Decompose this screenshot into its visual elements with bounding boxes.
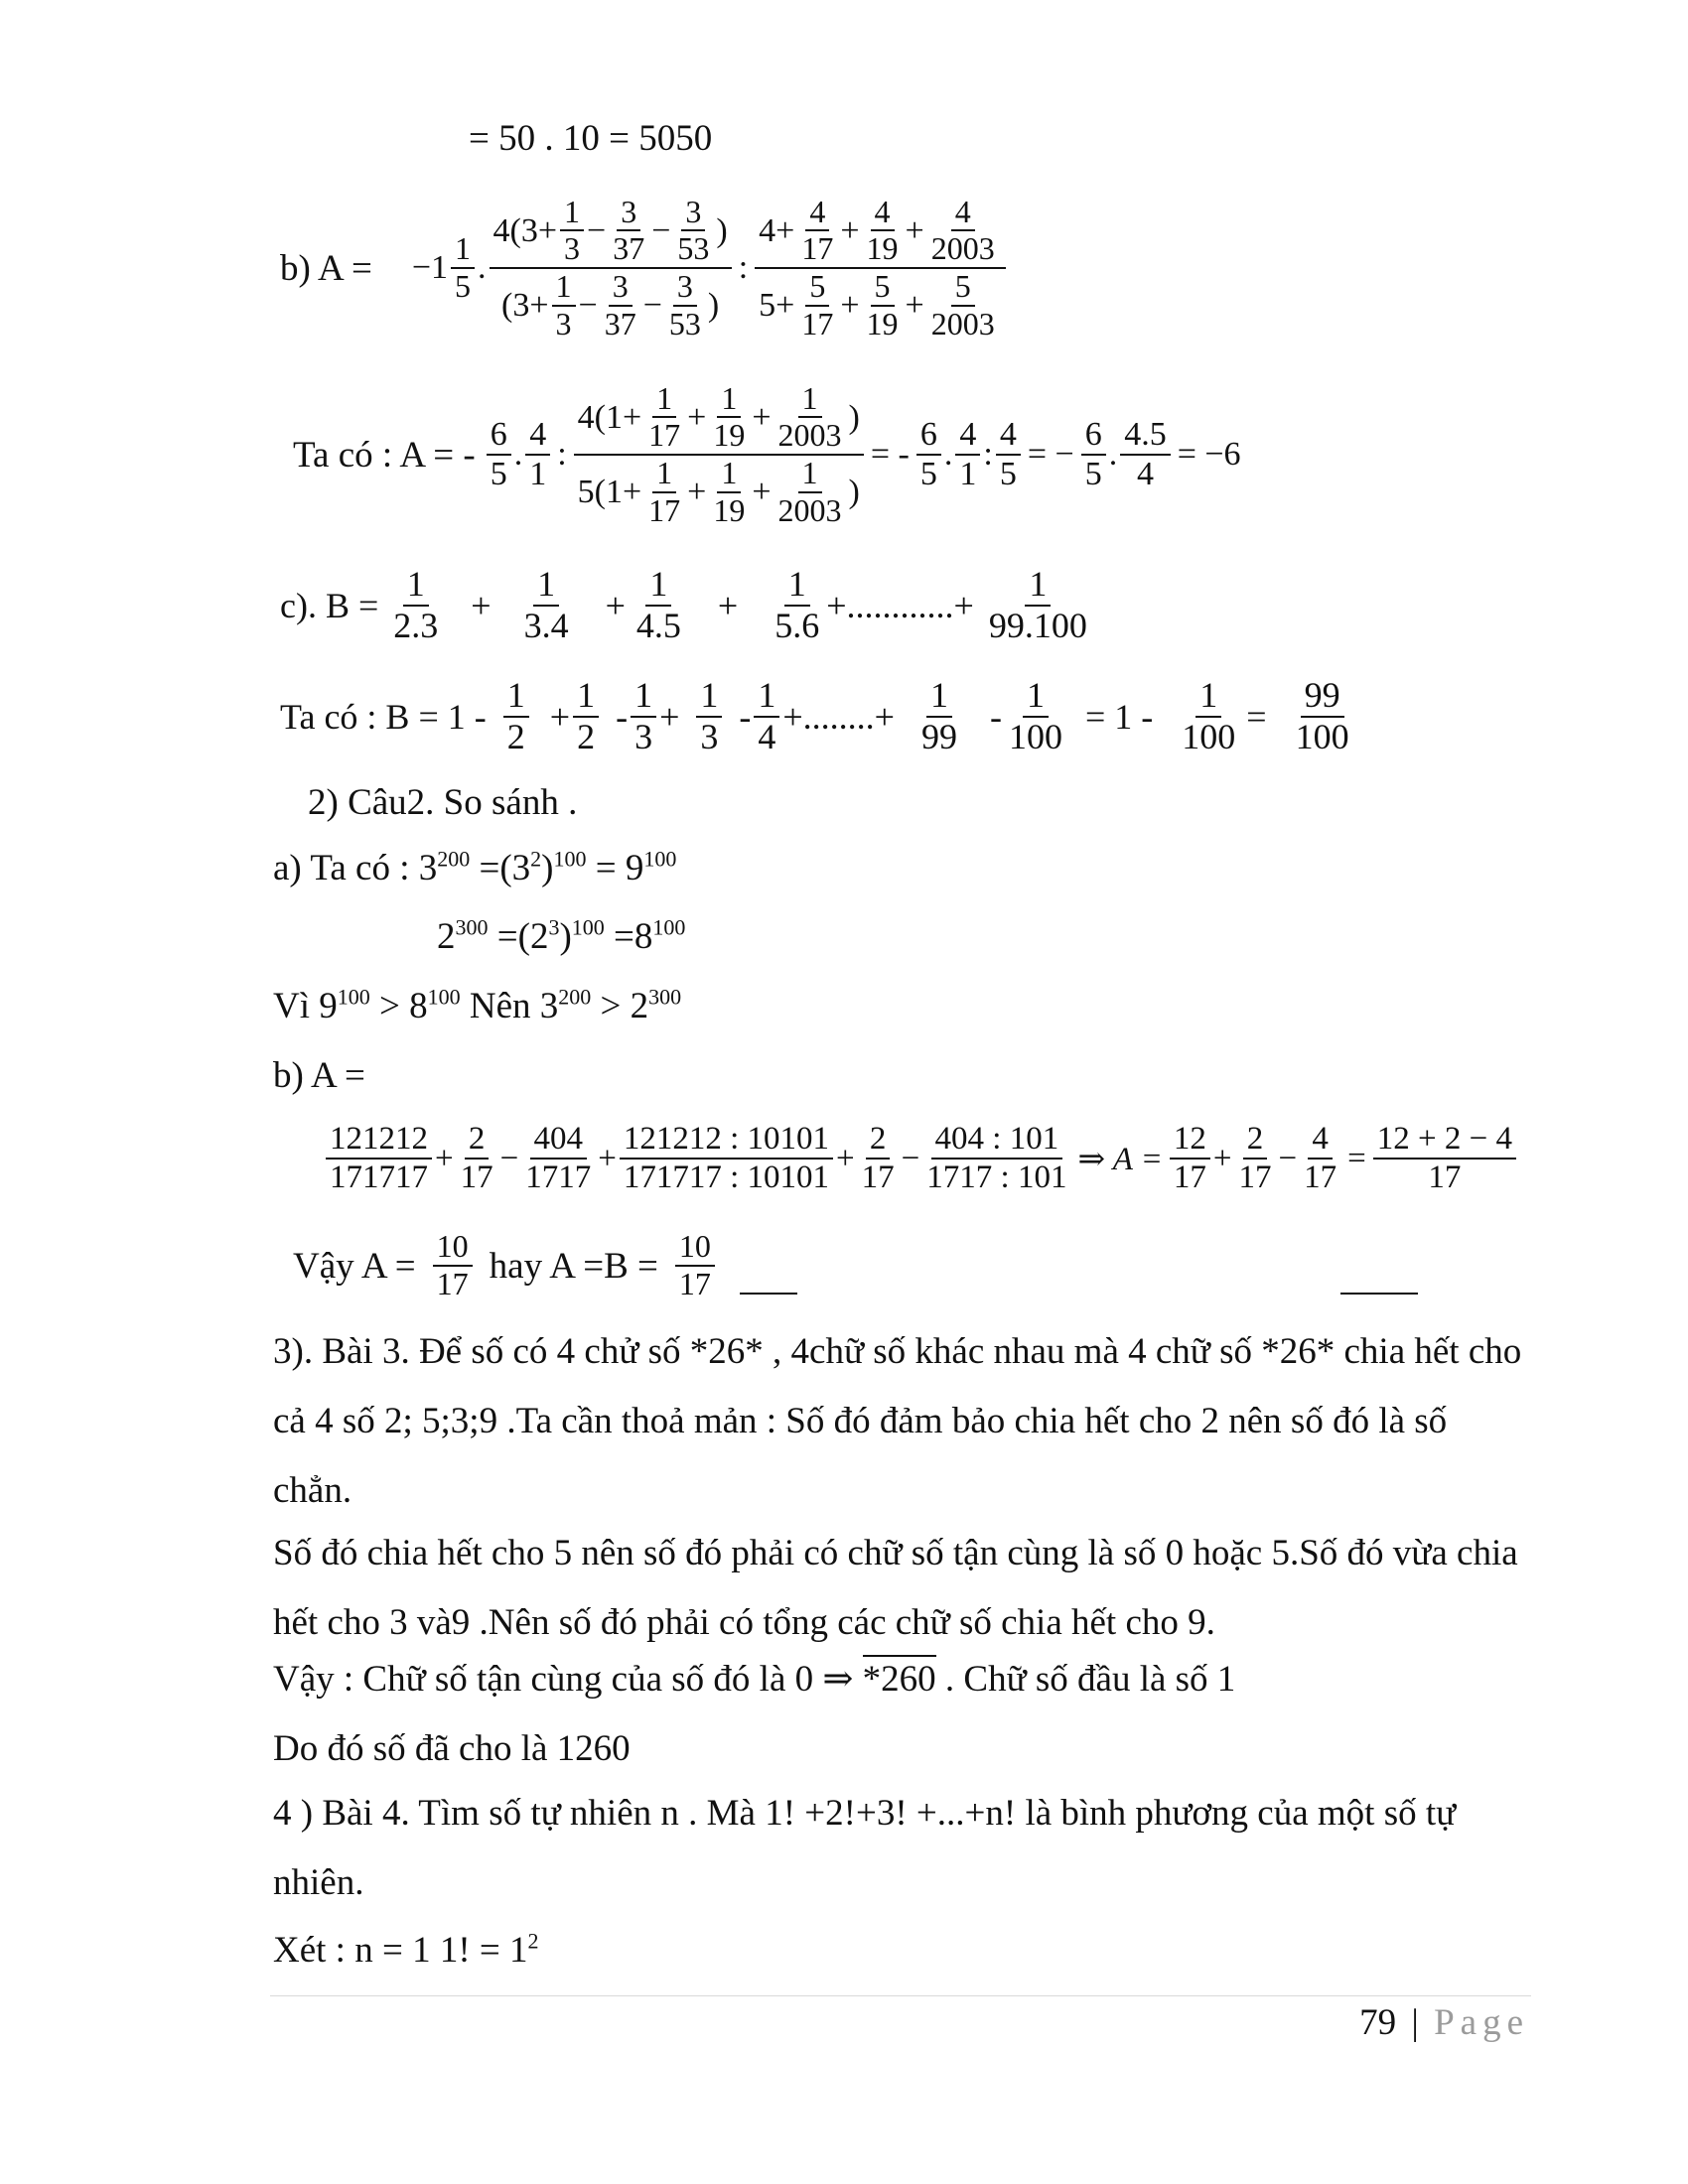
b-label: b) A =	[280, 247, 372, 289]
footer-separator: |	[1411, 2002, 1419, 2043]
footer-page-word: Page	[1434, 2002, 1529, 2043]
eq-b-A: b) A = −1 $\frac{1}{5}$ . 4(3+ $\frac{1}{3}$ − $\frac{3}{37}$ − $\frac{3}{53}$ ) (3+ $\frac{1}{3}$ − $\frac{3}{37}$ − $\frac{3}{53}$ ) : 4+ $\frac{4}{17}$ + $\frac{4}{19}$ + $\frac{4}{2003}$ 5+ $\frac{5}{17}$ + $\frac{5}{19}$ + $\frac{5}{2003}$	[280, 189, 1009, 347]
b-left-fraction: 4(3+ $\frac{1}{3}$ − $\frac{3}{37}$ − $\frac{3}{53}$ ) (3+ $\frac{1}{3}$ − $\frac{3}{37}$ − $\frac{3}{53}$ )	[490, 196, 732, 341]
paragraph-chia-het: Số đó chia hết cho 5 nên số đó phải có chữ số tận cùng là số 0 hoặc 5.Số đó vừa chia hết cho 3 và9 .Nên số đó phải có tổng các chữ số chia hết cho 9.	[273, 1533, 1518, 1643]
eq-taco-A: Ta có : A = - $\frac{6}{5}$ . $\frac{4}{1}$ : 4(1+ $\frac{1}{17}$ + $\frac{1}{19}$ + $\frac{1}{2003}$ ) 5(1+ $\frac{1}{17}$ + $\frac{1}{19}$ + $\frac{1}{2003}$ ) = - $\frac{6}{5}$ . $\frac{4}{1}$ : $\frac{4}{5}$ = − $\frac{6}{5}$ . $\frac{4.5}{4}$ = −6	[293, 379, 1241, 528]
b-whole-frac: $\frac{1}{5}$	[451, 232, 475, 303]
line-xet: Xét : n = 1 1! = $1^2$	[273, 1928, 539, 1971]
overline-260: *260	[863, 1655, 936, 1700]
line-vi: Vì $9^{100} > 8^{100}$ Nên $3^{200} > 2^{300}$	[273, 984, 682, 1026]
blank-line-right	[1340, 1293, 1418, 1295]
eq-vay: Vậy A = $\frac{10}{17}$ hay A =B = $\frac{10}{17}$	[293, 1221, 718, 1310]
paragraph-bai4: 4 ) Bài 4. Tìm số tự nhiên n . Mà 1! +2!+3! +...+n! là bình phương của một số tự nhiên.	[273, 1793, 1457, 1903]
line-bA: b) A =	[273, 1055, 365, 1096]
line-50-10: = 50 . 10 = 5050	[469, 118, 713, 159]
taco1-fraction: 4(1+ $\frac{1}{17}$ + $\frac{1}{19}$ + $\frac{1}{2003}$ ) 5(1+ $\frac{1}{17}$ + $\frac{1}{19}$ + $\frac{1}{2003}$ )	[574, 382, 864, 527]
page-footer	[1359, 2001, 1529, 2044]
b-right-fraction: 4+ $\frac{4}{17}$ + $\frac{4}{19}$ + $\frac{4}{2003}$ 5+ $\frac{5}{17}$ + $\frac{5}{19}$ + $\frac{5}{2003}$	[755, 196, 1006, 341]
eq-taco-B: Ta có : B = 1 - $\frac{1}{2}$ + $\frac{1}{2}$ - $\frac{1}{3}$ + $\frac{1}{3}$ - $\frac{1}{4}$ +........+ $\frac{1}{99}$ - $\frac{1}{100}$ = 1 - $\frac{1}{100}$ = $\frac{99}{100}$	[280, 675, 1349, 756]
paragraph-bai3: 3). Bài 3. Để số có 4 chử số *26* , 4chữ số khác nhau mà 4 chữ số *26* chia hết cho cả 4 số 2; 5;3;9 .Ta cần thoả mản : Số đó đảm bảo chia hết cho 2 nên số đó là số chẳn.	[273, 1331, 1522, 1511]
line-vay-chu-so: Vậy : Chữ số tận cùng của số đó là 0 ⇒ *260 . Chữ số đầu là số 1	[273, 1658, 1235, 1702]
eq-c-B: c). B = $\frac{1}{2.3}$ + $\frac{1}{3.4}$ + $\frac{1}{4.5}$ + $\frac{1}{5.6}$ +............+ $\frac{1}{99.100}$	[280, 564, 1087, 645]
heading-cau2: 2) Câu2. So sánh .	[308, 782, 578, 823]
blank-line-left	[740, 1293, 797, 1295]
line-do-do: Do đó số đã cho là 1260	[273, 1728, 631, 1769]
line-a1: a) Ta có : $3^{200} =(3^2)^{100} = 9^{100}$	[273, 846, 677, 888]
b-lead: −1	[411, 249, 449, 286]
line-a2: $2^{300} =(2^3)^{100} =8^{100}$	[437, 914, 686, 957]
eq-big-A: $\frac{121212}{171717}$ + $\frac{2}{17}$ − $\frac{404}{1717}$ + $\frac{121212 : 10101}{171717 : 10101}$ + $\frac{2}{17}$ − $\frac{404 : 101}{1717 : 101}$ ⇒ A = $\frac{12}{17}$ + $\frac{2}{17}$ − $\frac{4}{17}$ = $\frac{12 + 2 - 4}{17}$	[323, 1114, 1519, 1203]
page-number: 79	[1359, 2002, 1397, 2043]
footer-divider	[270, 1995, 1531, 1996]
